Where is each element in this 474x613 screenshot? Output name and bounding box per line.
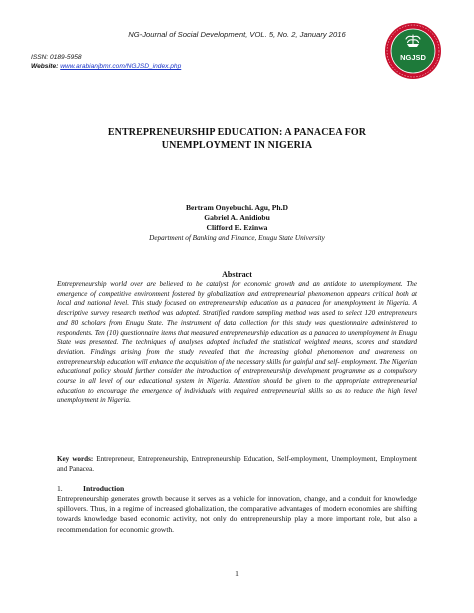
website-line (31, 63, 181, 70)
website-link[interactable]: www.arabianjbmr.com/NGJSD_index.php (60, 63, 182, 70)
keywords-text: Entrepreneur, Entrepreneurship, Entrepreneurship Education, Self-employment, Unemployment, Employment and Panacea. (57, 455, 417, 473)
title-line-1: ENTREPRENEURSHIP EDUCATION: A PANACEA FOR (107, 127, 367, 138)
paper-title (40, 126, 434, 152)
section-number: 1. (57, 484, 63, 493)
introduction-text: Entrepreneurship generates growth because it serves as a vehicle for innovation, change, and a conduit for knowledge spillovers. Thus, in a regime of increased globalization, the comparative advantages of modern economies are shifting towards knowledge based economic activity, not only do entrepreneurship play a more important role, but also a recommendation for economic growth. (57, 494, 417, 534)
author-affiliation: Department of Banking and Finance, Enugu State University (149, 234, 325, 242)
author-3: Clifford E. Ezinwa (206, 223, 268, 232)
author-2: Gabriel A. Anidiobu (204, 213, 270, 222)
abstract-text: Entrepreneurship world over are believed to be catalyst for economic growth and an antidote to unemployment. The emergence of competitive environment fostered by globalization and entrepreneurial phenomenon appears critical both at local and national level. This study focused on entrepreneurship education as a panacea for unemployment in Nigeria. A descriptive survey research method was adopted. Stratified random sampling method was used to select 120 entrepreneurs and 80 scholars from Enugu State. The instrument of data collection for this study was questionnaire administered to respondents. Ten (10) questionnaire items that measured entrepreneurship education as a panacea to unemployment in Enugu State was presented. The techniques of analyses adopted included the statistical weighted means, scores and standard deviation. Findings arising from the study revealed that the increasing global phenomenon and awareness on entrepreneurship education will enhance the acquisition of the necessary skills for gainful and self- employment. The Nigerian educational policy should further consider the introduction of entrepreneurship development programme as a compulsory course in all level of our educational system in Nigeria. Attention should be given to the appropriate entrepreneurial education to encourage the emergence of individuals with required entrepreneurial skills so as to reduce the high level unemployment in Nigeria. (57, 280, 417, 405)
author-1: Bertram Onyebuchi. Agu, Ph.D (185, 203, 289, 212)
issn-line: ISSN: 0189-5958 (31, 54, 82, 61)
ngjsd-logo (384, 22, 442, 80)
logo-text: NGJSD (400, 53, 426, 62)
abstract-heading: Abstract (222, 270, 252, 279)
title-line-2: UNEMPLOYMENT IN NIGERIA (161, 140, 313, 151)
section-heading-introduction (57, 484, 124, 493)
page-number: 1 (235, 569, 239, 578)
journal-header: NG-Journal of Social Development, VOL. 5, No. 2, January 2016 (128, 30, 346, 39)
keywords-label: Key words: (57, 455, 94, 463)
website-label: Website: (31, 63, 61, 70)
author-block (0, 203, 474, 243)
keywords (57, 455, 417, 474)
section-title: Introduction (83, 484, 125, 493)
